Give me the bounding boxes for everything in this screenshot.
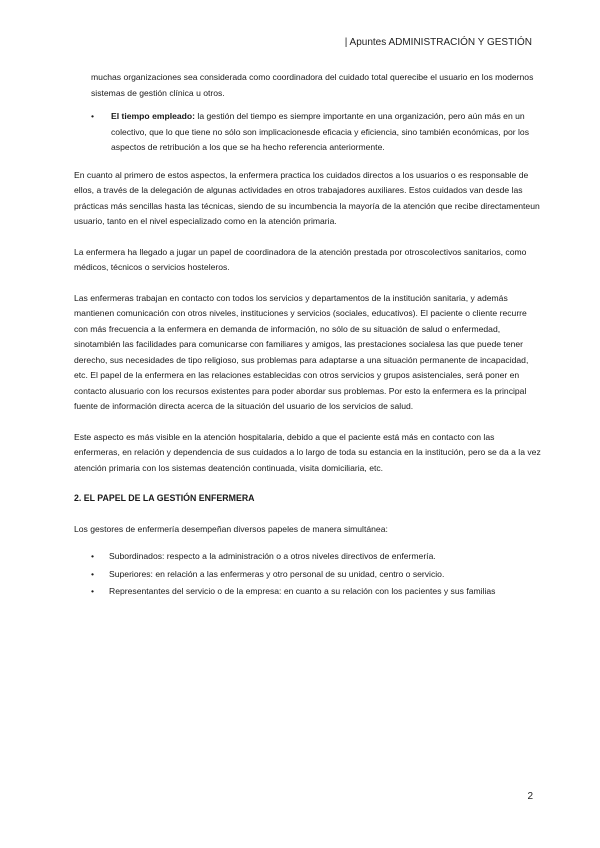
- bullet-icon: •: [91, 551, 95, 561]
- paragraph-coordinator: La enfermera ha llegado a jugar un papel de coordinadora de la atención prestada por otroscolectivos sanitarios, como médicos, técnicos o servicios hosteleros.: [74, 246, 527, 272]
- bullet-icon: •: [91, 111, 95, 121]
- paragraph-hospital-care: Este aspecto es más visible en la atención hospitalaria, debido a que el paciente está más en contacto con las enfermeras, en relación y dependencia de sus cuidados a lo largo de toda su estancia en la institución, pero se da a la vez atención primaria con los sistemas deatención continuada, visita domiciliaria, etc.: [74, 431, 541, 473]
- section-heading: 2. EL PAPEL DE LA GESTIÓN ENFERMERA: [74, 493, 255, 503]
- list-item-text: Superiores: en relación a las enfermeras y otro personal de su unidad, centro o servicio.: [109, 568, 445, 579]
- list-item: [74, 584, 542, 600]
- list-item-text: Representantes del servicio o de la empresa: en cuanto a su relación con los pacientes y sus familias: [109, 586, 496, 596]
- list-item: [74, 567, 542, 583]
- bullet-time-body: la gestión del tiempo es siempre importante en una organización, pero aún más en un colectivo, que lo que tiene no sólo son implicacionesde eficacia y eficiencia, sino también económicas, por los aspectos de retribución a los que se ha hecho referencia anteriormente.: [111, 111, 529, 152]
- bullet-time-text: [91, 109, 542, 156]
- bullet-icon: •: [91, 586, 95, 596]
- intro-continuation-paragraph: muchas organizaciones sea considerada como coordinadora del cuidado total querecibe el usuario en los modernos sistemas de gestión clínica u otros.: [91, 72, 534, 98]
- paragraph-contact-services: Las enfermeras trabajan en contacto con todos los servicios y departamentos de la institución sanitaria, y además mantienen comunicación con otros niveles, instituciones y servicios (sociales, educativos). El paciente o cliente recurre con más frecuencia a la enfermera en demanda de información, no sólo de su situación de salud o enfermedad, sinotambién las facilidades para comunicarse con familiares y amigos, las prestaciones socialesa las que puede tener derecho, sus necesidades de tipo religioso, sus problemas para adaptarse a una situación permanente de incapacidad, etc. El papel de la enfermera en las relaciones establecidas con otros servicios y grupos asistenciales, será poner en contacto alusuario con los recursos existentes para poder abordar sus problemas. Por esto la enfermera es la principal fuente de información directa acerca de la situación del usuario de los servicios de salud.: [74, 292, 529, 411]
- running-header: | Apuntes ADMINISTRACIÓN Y GESTIÓN: [344, 37, 532, 48]
- list-item: [74, 549, 542, 565]
- paragraph-direct-care: En cuanto al primero de estos aspectos, la enfermera practica los cuidados directos a los usuarios o es responsable de ellos, a través de la delegación de algunas actividades en otros trabajadores auxiliares. Estos cuidados van desde las prácticas más sencillas hasta las técnicas, siendo de su incumbencia la mayoría de la atención que recibe directamenteun usuario, tanto en el nivel especializado como en la atención primaria.: [74, 169, 540, 226]
- bullet-icon: •: [91, 568, 95, 579]
- page-number: 2: [527, 791, 533, 802]
- bullet-time-item: [74, 109, 542, 156]
- page-body: [74, 70, 542, 602]
- section-intro: Los gestores de enfermería desempeñan diversos papeles de manera simultánea:: [74, 523, 388, 534]
- bullet-time-term: El tiempo empleado:: [111, 111, 196, 121]
- list-item-text: Subordinados: respecto a la administración o a otros niveles directivos de enfermería.: [109, 551, 436, 561]
- roles-list: [74, 549, 542, 600]
